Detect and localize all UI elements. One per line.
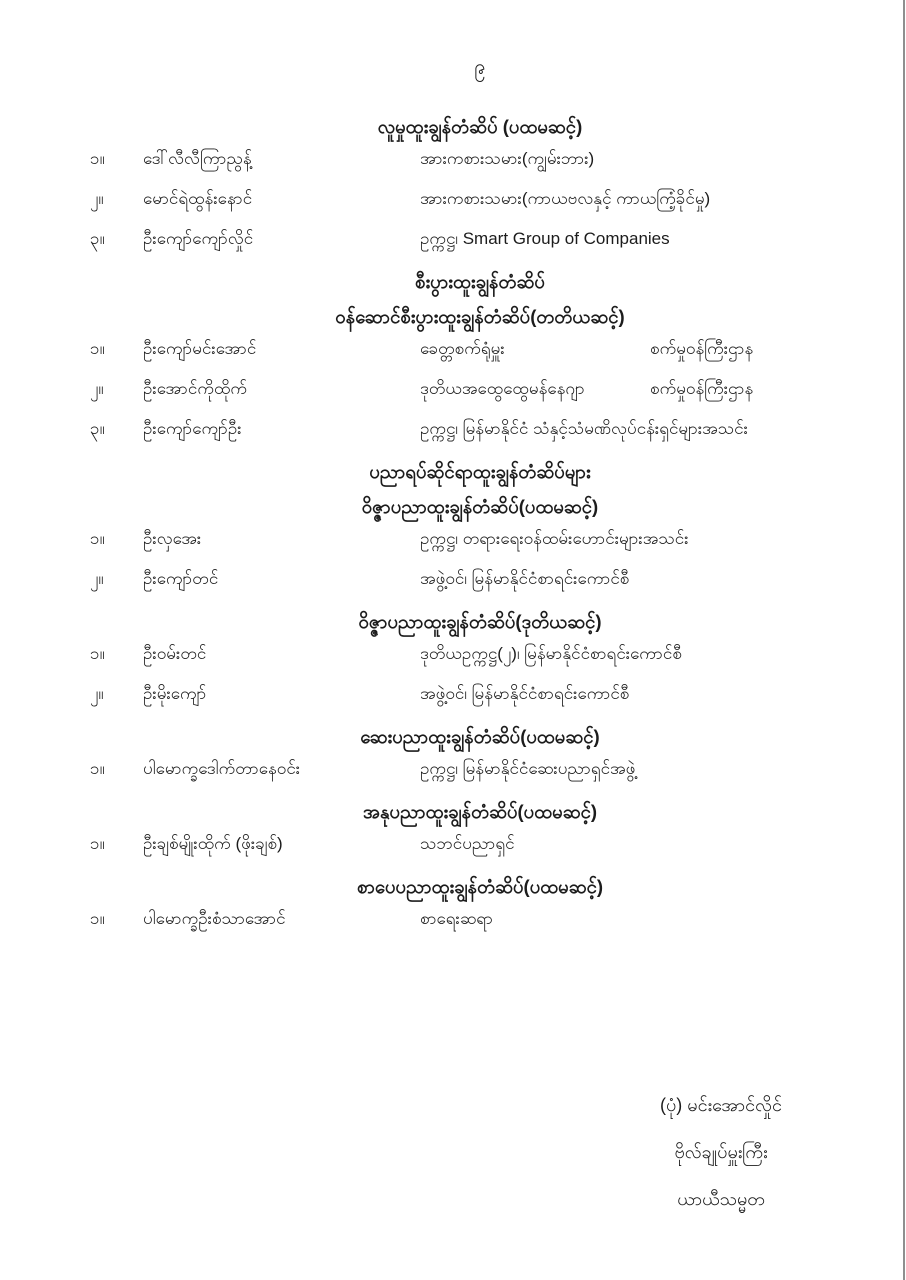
section-performing-arts-medal — [60, 795, 900, 858]
recipient-title: အားကစားသမား(ကာယဗလနှင့် ကာယကြံ့ခိုင်မှု) — [420, 189, 711, 208]
recipient-title: သဘင်ပညာရှင် — [420, 834, 515, 853]
award-row — [60, 755, 900, 783]
award-row — [60, 415, 900, 443]
section-wizza-first-class — [60, 455, 900, 593]
row-number: ၂။ — [90, 189, 104, 208]
row-number: ၁။ — [90, 834, 105, 853]
signatory-position: ယာယီသမ္မတ — [677, 1189, 765, 1209]
section-literature-medal — [60, 870, 900, 933]
signatory-rank: ဗိုလ်ချုပ်မှူးကြီး — [674, 1142, 768, 1162]
recipient-title: စာရေးဆရာ — [420, 909, 494, 928]
recipient-name: ဒေါ်လီလီကြာညွန့် — [143, 149, 252, 168]
recipient-name: ဦးအောင်ကိုထိုက် — [143, 379, 248, 398]
recipient-name: ဦးကျော်ကျော်လှိုင် — [143, 229, 254, 248]
award-row — [60, 525, 900, 553]
signature-block — [581, 1088, 861, 1229]
award-row — [60, 905, 900, 933]
recipient-name: မောင်ရဲထွန်းနောင် — [143, 189, 253, 208]
section-social-medal — [60, 110, 900, 253]
recipient-title: အဖွဲ့ဝင်၊ မြန်မာနိုင်ငံစာရင်းကောင်စီ — [420, 569, 630, 588]
award-row — [60, 335, 900, 363]
award-row — [60, 565, 900, 593]
row-number: ၂။ — [90, 379, 104, 398]
recipient-title: အားကစားသမား(ကျွမ်းဘား) — [420, 149, 595, 168]
recipient-department: စက်မှုဝန်ကြီးဌာန — [650, 379, 754, 398]
recipient-department: စက်မှုဝန်ကြီးဌာန — [650, 339, 754, 358]
row-number: ၁။ — [90, 339, 105, 358]
recipient-name: ဦးချစ်မျိုးထိုက် (ဖိုးချစ်) — [143, 834, 283, 853]
section-medicine-medal — [60, 720, 900, 783]
row-number: ၁။ — [90, 759, 105, 778]
section-heading: ဆေးပညာထူးချွန်တံဆိပ်(ပထမဆင့်) — [360, 726, 600, 747]
recipient-title: ခေတ္တစက်ရုံမှူး — [420, 339, 505, 358]
section-heading: အနုပညာထူးချွန်တံဆိပ်(ပထမဆင့်) — [363, 801, 597, 822]
section-heading: စီးပွားထူးချွန်တံဆိပ် — [415, 271, 545, 292]
recipient-title: အဖွဲ့ဝင်၊ မြန်မာနိုင်ငံစာရင်းကောင်စီ — [420, 684, 630, 703]
recipient-title: ဥက္ကဋ္ဌ၊ မြန်မာနိုင်ငံ သံနှင့်သံမဏိလုပ်ငန်းရှင်များအသင်း — [420, 419, 748, 438]
section-business-medal — [60, 265, 900, 443]
row-number: ၁။ — [90, 909, 105, 928]
row-number: ၁။ — [90, 529, 105, 548]
award-row — [60, 830, 900, 858]
row-number: ၂။ — [90, 569, 104, 588]
scan-edge-line — [903, 0, 905, 1280]
recipient-title: ဥက္ကဋ္ဌ၊ Smart Group of Companies — [420, 229, 670, 248]
recipient-name: ပါမောက္ခဦးစံသာအောင် — [143, 909, 286, 928]
page-number: ၉ — [474, 56, 486, 78]
section-subheading: ဝန်ဆောင်စီးပွားထူးချွန်တံဆိပ်(တတိယဆင့်) — [335, 306, 625, 327]
row-number: ၂။ — [90, 684, 104, 703]
section-heading: လူမှုထူးချွန်တံဆိပ် (ပထမဆင့်) — [377, 116, 583, 137]
recipient-title: ဥက္ကဋ္ဌ၊ မြန်မာနိုင်ငံဆေးပညာရှင်အဖွဲ့ — [420, 759, 636, 778]
award-row — [60, 185, 900, 213]
recipient-title: ဒုတိယအထွေထွေမန်နေဂျာ — [420, 379, 585, 398]
signatory-name: (ပုံ) မင်းအောင်လှိုင် — [660, 1095, 782, 1115]
recipient-name: ဦးလှအေး — [143, 529, 202, 548]
award-row — [60, 680, 900, 708]
row-number: ၁။ — [90, 149, 105, 168]
section-subheading: ဝိဇ္ဇာပညာထူးချွန်တံဆိပ်(ပထမဆင့်) — [361, 496, 599, 517]
section-heading: စာပေပညာထူးချွန်တံဆိပ်(ပထမဆင့်) — [356, 876, 604, 897]
section-wizza-second-class — [60, 605, 900, 708]
award-row — [60, 225, 900, 253]
row-number: ၃။ — [90, 229, 105, 248]
recipient-name: ဦးမိုးကျော် — [143, 684, 207, 703]
recipient-name: ပါမောက္ခဒေါက်တာနေဝင်း — [143, 759, 301, 778]
recipient-name: ဦးကျော်ကျော်ဦး — [143, 419, 242, 438]
recipient-name: ဦးဝမ်းတင် — [143, 644, 207, 663]
recipient-name: ဦးကျော်မင်းအောင် — [143, 339, 257, 358]
section-heading: ဝိဇ္ဇာပညာထူးချွန်တံဆိပ်(ဒုတိယဆင့်) — [358, 611, 602, 632]
document-page — [60, 0, 900, 945]
row-number: ၁။ — [90, 644, 105, 663]
recipient-title: ဥက္ကဋ္ဌ၊ တရားရေးဝန်ထမ်းဟောင်းများအသင်း — [420, 529, 689, 548]
recipient-title: ဒုတိယဥက္ကဋ္ဌ(၂)၊ မြန်မာနိုင်ငံစာရင်းကောင်စီ — [420, 644, 682, 663]
row-number: ၃။ — [90, 419, 105, 438]
section-heading: ပညာရပ်ဆိုင်ရာထူးချွန်တံဆိပ်များ — [369, 461, 591, 482]
award-row — [60, 640, 900, 668]
award-row — [60, 145, 900, 173]
recipient-name: ဦးကျော်တင် — [143, 569, 219, 588]
award-row — [60, 375, 900, 403]
